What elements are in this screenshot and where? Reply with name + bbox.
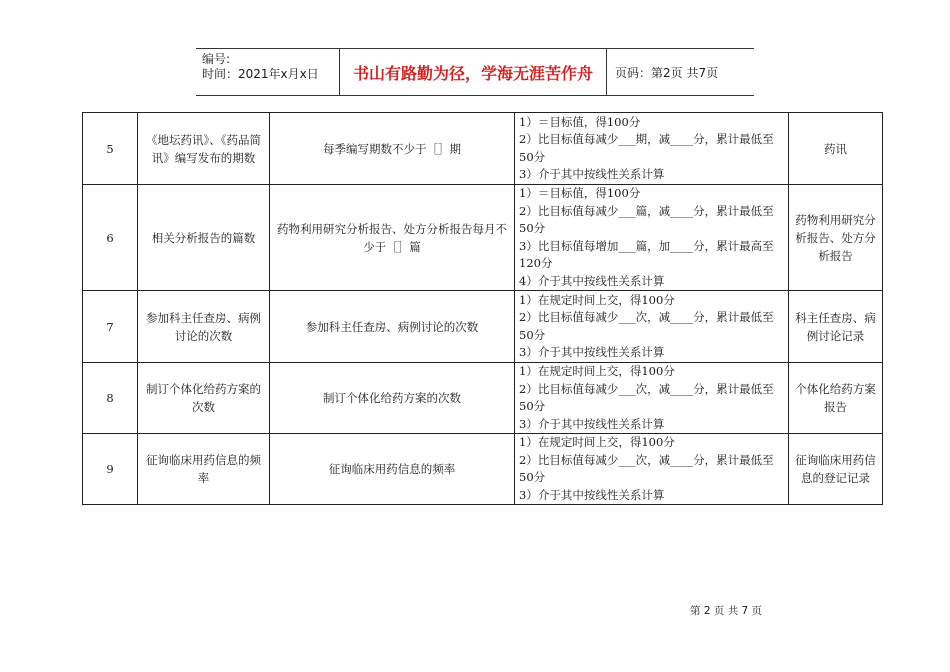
scoring-line: 1）＝目标值，得100分 xyxy=(519,114,641,129)
scoring-rules xyxy=(515,291,789,363)
scoring-line: 4）介于其中按线性关系计算 xyxy=(519,273,665,288)
row-number: 6 xyxy=(83,185,138,291)
target-standard: 征询临床用药信息的频率 xyxy=(270,434,515,505)
indicator-name: 相关分析报告的篇数 xyxy=(138,185,270,291)
scoring-rules xyxy=(515,363,789,434)
scoring-line: 3）比目标值每增加___篇，加____分，累计最高至120分 xyxy=(519,238,774,270)
scoring-rules xyxy=(515,113,789,185)
number-label: 编号: xyxy=(202,52,231,66)
target-standard: 每季编写期数不少于［］期 xyxy=(270,113,515,185)
indicator-name: 参加科主任查房、病例讨论的次数 xyxy=(138,291,270,363)
scoring-line: 2）比目标值每减少___期，减____分，累计最低至50分 xyxy=(519,132,774,164)
scoring-line: 3）介于其中按线性关系计算 xyxy=(519,416,665,431)
scoring-rules xyxy=(515,434,789,505)
header-meta xyxy=(196,49,340,95)
page-header xyxy=(196,48,754,96)
scoring-rules xyxy=(515,185,789,291)
scoring-line: 1）＝目标值，得100分 xyxy=(519,186,641,200)
date-label: 时间：2021年x月x日 xyxy=(202,67,319,81)
data-source: 科主任查房、病例讨论记录 xyxy=(789,291,883,363)
table-row xyxy=(83,185,883,291)
row-number: 9 xyxy=(83,434,138,505)
row-number: 7 xyxy=(83,291,138,363)
data-source: 药讯 xyxy=(789,113,883,185)
target-standard: 药物利用研究分析报告、处方分析报告每月不少于［］篇 xyxy=(270,185,515,291)
data-source: 药物利用研究分析报告、处方分析报告 xyxy=(789,185,883,291)
scoring-line: 3）介于其中按线性关系计算 xyxy=(519,167,665,181)
indicator-name: 征询临床用药信息的频率 xyxy=(138,434,270,505)
kpi-table xyxy=(82,112,883,505)
scoring-line: 1）在规定时间上交，得100分 xyxy=(519,364,675,378)
row-number: 8 xyxy=(83,363,138,434)
page-footer: 第 2 页 共 7 页 xyxy=(690,605,763,617)
data-source: 个体化给药方案报告 xyxy=(789,363,883,434)
table-row xyxy=(83,434,883,505)
target-standard: 制订个体化给药方案的次数 xyxy=(270,363,515,434)
data-source: 征询临床用药信息的登记记录 xyxy=(789,434,883,505)
indicator-name: 制订个体化给药方案的次数 xyxy=(138,363,270,434)
scoring-line: 2）比目标值每减少___篇，减____分，累计最低至50分 xyxy=(519,203,774,235)
motto: 书山有路勤为径，学海无涯苦作舟 xyxy=(340,49,607,95)
scoring-line: 3）介于其中按线性关系计算 xyxy=(519,487,665,502)
scoring-line: 1）在规定时间上交，得100分 xyxy=(519,435,675,449)
table-row xyxy=(83,113,883,185)
indicator-name: 《地坛药讯》、《药品简讯》编写发布的期数 xyxy=(138,113,270,185)
table-row xyxy=(83,363,883,434)
scoring-line: 2）比目标值每减少___次，减____分，累计最低至50分 xyxy=(519,310,774,342)
scoring-line: 1）在规定时间上交，得100分 xyxy=(519,292,675,307)
scoring-line: 2）比目标值每减少___次，减____分，累计最低至50分 xyxy=(519,381,774,413)
table-row xyxy=(83,291,883,363)
row-number: 5 xyxy=(83,113,138,185)
target-standard: 参加科主任查房、病例讨论的次数 xyxy=(270,291,515,363)
page-label: 页码：第2页 共7页 xyxy=(615,65,719,80)
scoring-line: 3）介于其中按线性关系计算 xyxy=(519,345,665,359)
scoring-line: 2）比目标值每减少___次，减____分，累计最低至50分 xyxy=(519,452,774,484)
